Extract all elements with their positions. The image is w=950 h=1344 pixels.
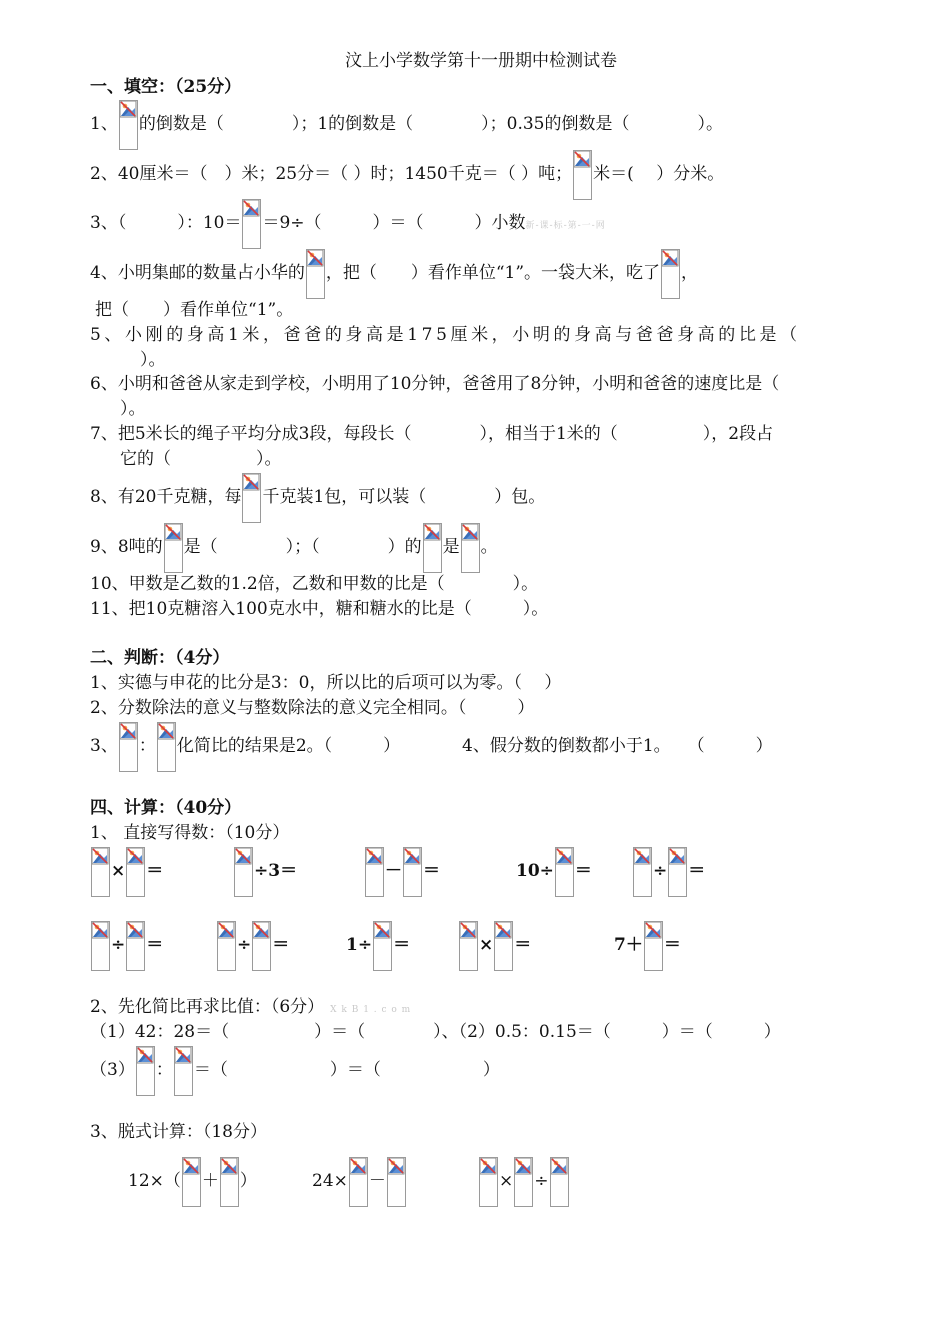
fraction-image-icon: [349, 1157, 368, 1207]
fraction-image-icon: [387, 1157, 406, 1207]
fraction-image-icon: [126, 921, 145, 971]
fraction-image-icon: [514, 1157, 533, 1207]
fraction-image-icon: [182, 1157, 201, 1207]
fraction-image-icon: [479, 1157, 498, 1207]
fraction-image-icon: [174, 1046, 193, 1096]
question-1-9: 9、8吨的 是（ ）；（ ）的 是 。: [90, 522, 498, 573]
question-1-3: 3、（ ）：10＝ ＝9÷（ ）＝（ ）小数新-课-标-第-一-网: [90, 198, 606, 251]
fraction-image-icon: [217, 921, 236, 971]
section-2-heading: 二、判断：（4分）: [90, 648, 230, 668]
ratio-problem-3: （3） ： ＝（ ）＝（ ）: [90, 1045, 500, 1096]
calc-row-1-item-5: ÷ ＝: [632, 846, 705, 897]
question-1-7-cont: 它的（ ）。: [120, 449, 282, 469]
judge-2: 2、分数除法的意义与整数除法的意义完全相同。（ ）: [90, 698, 535, 718]
fraction-image-icon: [252, 921, 271, 971]
fraction-image-icon: [91, 847, 110, 897]
calc-row-2-item-2: ÷ ＝: [216, 920, 289, 971]
subheading-simplify: 2、先化简比再求比值：（6分） X k B 1 . c o m: [90, 997, 412, 1017]
subheading-step-calc: 3、脱式计算：（18分）: [90, 1122, 267, 1142]
calc-row-2-item-3: 1÷ ＝: [346, 920, 410, 971]
fraction-image-icon: [242, 199, 261, 249]
question-1-11: 11、把10克糖溶入100克水中，糖和糖水的比是（ ）。: [90, 599, 549, 619]
fraction-image-icon: [91, 921, 110, 971]
calc-row-1-item-1: × ＝: [90, 846, 163, 897]
fraction-image-icon: [126, 847, 145, 897]
fraction-image-icon: [494, 921, 513, 971]
fraction-image-icon: [668, 847, 687, 897]
fraction-image-icon: [661, 249, 680, 299]
fraction-image-icon: [644, 921, 663, 971]
step-calc-2: 24× －: [312, 1156, 407, 1207]
section-1-heading: 一、填空：（25分）: [90, 77, 242, 97]
fraction-image-icon: [136, 1046, 155, 1096]
calc-row-1-item-3: － ＝: [364, 846, 440, 897]
fraction-image-icon: [164, 523, 183, 573]
calc-row-2-item-1: ÷ ＝: [90, 920, 163, 971]
fraction-image-icon: [119, 722, 138, 772]
judge-1: 1、实德与申花的比分是3：0，所以比的后项可以为零。（ ）: [90, 673, 562, 693]
question-1-7: 7、把5米长的绳子平均分成3段，每段长（ ），相当于1米的（ ），2段占: [90, 424, 774, 444]
fraction-image-icon: [119, 100, 138, 150]
fraction-image-icon: [633, 847, 652, 897]
question-1-1: 1、 的倒数是（ ）；1的倒数是（ ）；0.35的倒数是（ ）。: [90, 99, 723, 150]
question-1-5-cont: ）。: [140, 350, 166, 370]
calc-row-1-item-4: 10÷ ＝: [516, 846, 592, 897]
question-1-4-cont: 把（ ）看作单位“1”。: [95, 300, 294, 320]
question-1-10: 10、甲数是乙数的1.2倍，乙数和甲数的比是（ ）。: [90, 574, 539, 594]
question-1-4: 4、小明集邮的数量占小华的 ，把（ ）看作单位“1”。一袋大米，吃了 ，: [90, 248, 698, 299]
calc-row-1-item-2: ÷3＝: [233, 846, 297, 897]
judge-3: 3、 ： 化简比的结果是2。（ ）: [90, 721, 400, 772]
fraction-image-icon: [220, 1157, 239, 1207]
fraction-image-icon: [550, 1157, 569, 1207]
step-calc-1: 12×（ ＋ ）: [128, 1156, 257, 1207]
page-title: 汶上小学数学第十一册期中检测试卷: [345, 51, 617, 71]
ratio-problem-1-2: （1）42：28＝（ ）＝（ ）、（2）0.5：0.15＝（ ）＝（ ）: [90, 1022, 781, 1042]
fraction-image-icon: [373, 921, 392, 971]
watermark-text: X k B 1 . c o m: [330, 1005, 412, 1015]
question-1-6: 6、小明和爸爸从家走到学校，小明用了10分钟，爸爸用了8分钟，小明和爸爸的速度比是（: [90, 374, 780, 394]
fraction-image-icon: [234, 847, 253, 897]
judge-4: 4、假分数的倒数都小于1。 （ ）: [462, 736, 773, 756]
fraction-image-icon: [403, 847, 422, 897]
calc-row-2-item-5: 7＋ ＝: [614, 920, 681, 971]
fraction-image-icon: [242, 473, 261, 523]
section-4-heading: 四、计算：（40分）: [90, 798, 242, 818]
subheading-direct: 1、 直接写得数：（10分）: [90, 823, 290, 843]
question-1-6-cont: ）。: [120, 399, 146, 419]
step-calc-3: × ÷: [478, 1156, 570, 1207]
fraction-image-icon: [459, 921, 478, 971]
fraction-image-icon: [461, 523, 480, 573]
question-1-8: 8、有20千克糖，每 千克装1包，可以装（ ）包。: [90, 472, 545, 523]
question-1-2: 2、40厘米＝（ ）米；25分＝（ ）时；1450千克＝（ ）吨； 米＝( ）分米。: [90, 149, 724, 200]
watermark-text: 新-课-标-第-一-网: [525, 221, 606, 231]
calc-row-2-item-4: × ＝: [458, 920, 531, 971]
fraction-image-icon: [157, 722, 176, 772]
fraction-image-icon: [555, 847, 574, 897]
fraction-image-icon: [365, 847, 384, 897]
fraction-image-icon: [306, 249, 325, 299]
fraction-image-icon: [573, 150, 592, 200]
question-1-5: 5、小刚的身高1米，爸爸的身高是175厘米，小明的身高与爸爸身高的比是（: [90, 325, 801, 345]
fraction-image-icon: [423, 523, 442, 573]
